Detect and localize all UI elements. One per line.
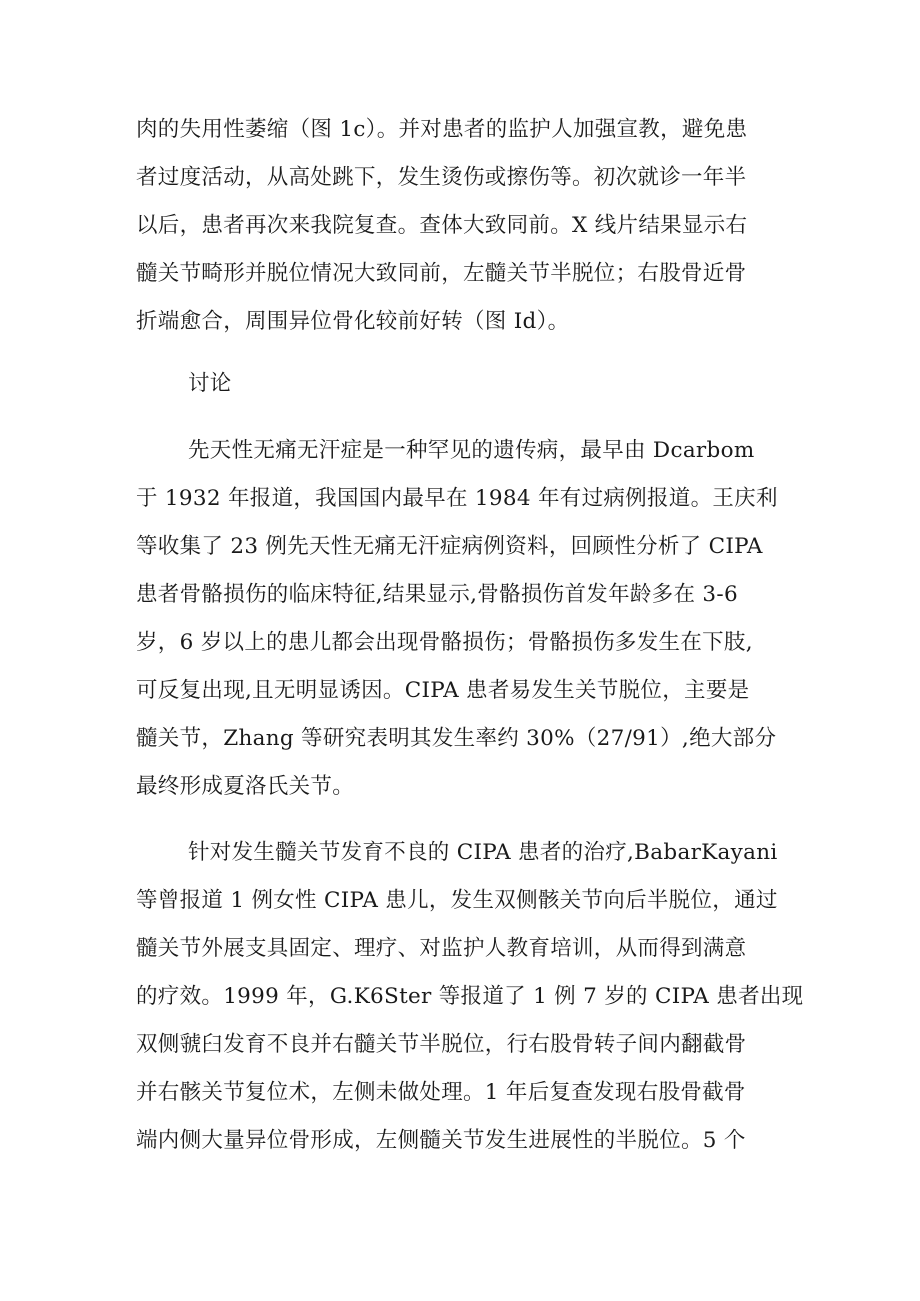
text-line: 最终形成夏洛氏关节。	[136, 774, 355, 799]
text-line: 的疗效。1999 年，G.K6Ster 等报道了 1 例 7 岁的 CIPA 患者出现	[136, 984, 804, 1009]
text-line: 等收集了 23 例先天性无痛无汗症病例资料，回顾性分析了 CIPA	[136, 534, 763, 559]
text-line: 岁，6 岁以上的患儿都会出现骨骼损伤；骨骼损伤多发生在下肢,	[136, 630, 753, 655]
text-line: 肉的失用性萎缩（图 1c）。并对患者的监护人加强宣教，避免患	[136, 117, 748, 142]
text-line: 患者骨骼损伤的临床特征,结果显示,骨骼损伤首发年龄多在 3-6	[136, 582, 738, 607]
text-line: 并右骸关节复位术，左侧未做处理。1 年后复查发现右股骨截骨	[136, 1080, 746, 1105]
text-line: 者过度活动，从高处跳下，发生烫伤或擦伤等。初次就诊一年半	[136, 165, 747, 190]
text-line: 髓关节畸形并脱位情况大致同前，左髓关节半脱位；右股骨近骨	[136, 261, 747, 286]
text-line: 折端愈合，周围异位骨化较前好转（图 Id）。	[136, 309, 570, 334]
text-line: 等曾报道 1 例女性 CIPA 患儿，发生双侧骸关节向后半脱位，通过	[136, 888, 778, 913]
text-line: 髓关节，Zhang 等研究表明其发生率约 30%（27/91）,绝大部分	[136, 726, 777, 751]
text-line: 于 1932 年报道，我国国内最早在 1984 年有过病例报道。王庆利	[136, 486, 778, 511]
text-line: 以后，患者再次来我院复查。查体大致同前。X 线片结果显示右	[136, 213, 748, 238]
section-heading: 讨论	[188, 371, 232, 396]
text-line: 端内侧大量异位骨形成，左侧髓关节发生进展性的半脱位。5 个	[136, 1128, 746, 1153]
text-line: 髓关节外展支具固定、理疗、对监护人教育培训，从而得到满意	[136, 936, 747, 961]
text-line: 针对发生髓关节发育不良的 CIPA 患者的治疗,BabarKayani	[188, 840, 778, 865]
text-line: 可反复出现,且无明显诱因。CIPA 患者易发生关节脱位，主要是	[136, 678, 750, 703]
text-line: 双侧虢臼发育不良并右髓关节半脱位，行右股骨转子间内翻截骨	[136, 1032, 747, 1057]
text-line: 先天性无痛无汗症是一种罕见的遗传病，最早由 Dcarbom	[188, 438, 755, 463]
